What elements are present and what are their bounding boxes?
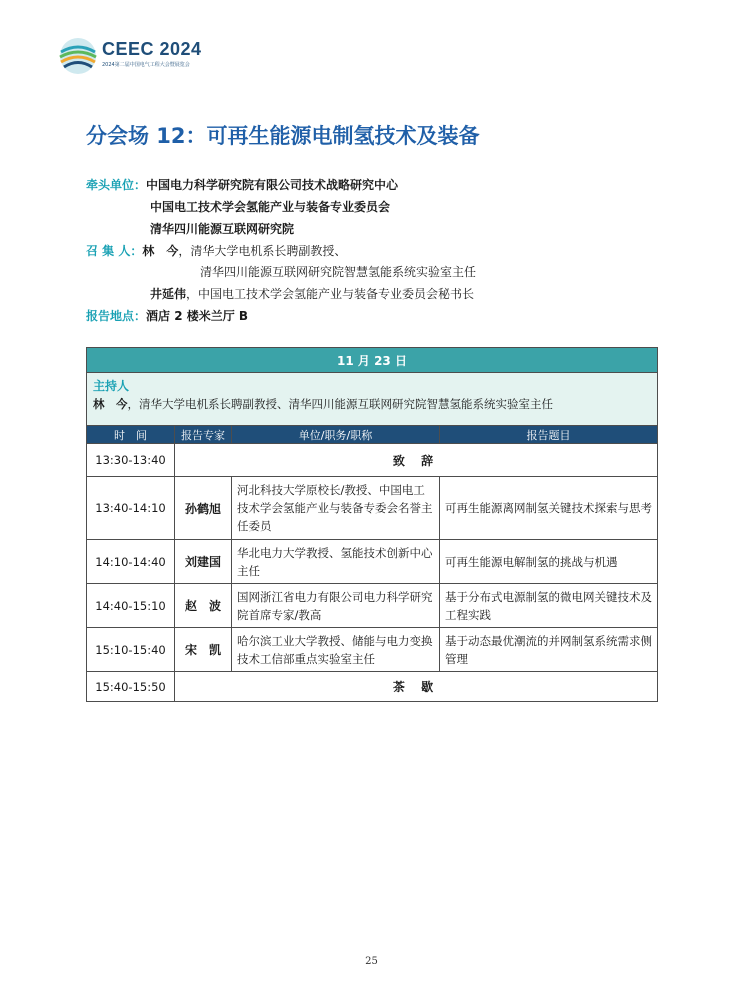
row-time: 15:10-15:40 (87, 628, 175, 672)
convener-1-desc-2: 清华四川能源互联网研究院智慧氢能系统实验室主任 (200, 265, 477, 279)
page-number: 25 (365, 956, 378, 967)
host-desc: ，清华大学电机系长聘副教授、清华四川能源互联网研究院智慧氢能系统实验室主任 (127, 397, 553, 411)
row-topic: 基于分布式电源制氢的微电网关键技术及工程实践 (440, 584, 658, 628)
venue-label: 报告地点： (86, 309, 147, 323)
host-row (87, 373, 658, 426)
organizer-1: 中国电力科学研究院有限公司技术战略研究中心 (146, 178, 399, 192)
convener-label: 召 集 人： (86, 244, 143, 258)
opening-remarks: 致 辞 (175, 444, 658, 477)
row-speaker: 赵 波 (175, 584, 232, 628)
convener-line-3 (150, 286, 474, 302)
table-row (87, 540, 658, 584)
convener-line-2 (200, 264, 476, 280)
schedule-table (86, 347, 658, 702)
organizer-line-2 (150, 199, 390, 215)
host-cell (87, 373, 658, 426)
table-row (87, 477, 658, 540)
session-title: 分会场 12：可再生能源电制氢技术及装备 (86, 124, 480, 148)
row-topic: 可再生能源离网制氢关键技术探索与思考 (440, 477, 658, 540)
organizer-line-1 (86, 177, 398, 193)
ceec-logo (58, 36, 228, 76)
row-time: 14:40-15:10 (87, 584, 175, 628)
host-label: 主持人 (93, 379, 130, 393)
table-row (87, 444, 658, 477)
row-time: 15:40-15:50 (87, 672, 175, 702)
table-row (87, 672, 658, 702)
organizer-2: 中国电工技术学会氢能产业与装备专业委员会 (150, 200, 391, 214)
row-topic: 基于动态最优潮流的并网制氢系统需求侧管理 (440, 628, 658, 672)
convener-line-1 (86, 243, 346, 259)
organizer-line-3 (150, 221, 294, 237)
table-row (87, 628, 658, 672)
table-row (87, 584, 658, 628)
logo-subtitle: 2024第二届中国电气工程大会暨展览会 (102, 62, 190, 68)
tea-break: 茶 歇 (175, 672, 658, 702)
convener-2-name: 井延伟 (150, 287, 187, 301)
row-topic: 可再生能源电解制氢的挑战与机遇 (440, 540, 658, 584)
organizer-3: 清华四川能源互联网研究院 (150, 222, 295, 236)
venue-line (86, 308, 248, 324)
header-speaker: 报告专家 (175, 426, 232, 444)
row-time: 13:40-14:10 (87, 477, 175, 540)
organizer-label: 牵头单位： (86, 178, 147, 192)
header-time: 时 间 (87, 426, 175, 444)
host-text (93, 395, 651, 413)
header-topic: 报告题目 (440, 426, 658, 444)
logo-title: CEEC 2024 (102, 39, 202, 59)
header-affiliation: 单位/职务/职称 (232, 426, 440, 444)
row-affiliation: 国网浙江省电力有限公司电力科学研究院首席专家/教高 (232, 584, 440, 628)
date-cell: 11 月 23 日 (87, 348, 658, 373)
row-speaker: 宋 凯 (175, 628, 232, 672)
convener-1-name: 林 今 (142, 244, 179, 258)
ceec-globe-icon (58, 36, 98, 76)
convener-1-desc: ，清华大学电机系长聘副教授、 (178, 244, 347, 258)
host-name: 林 今 (93, 397, 128, 411)
row-time: 13:30-13:40 (87, 444, 175, 477)
row-affiliation: 河北科技大学原校长/教授、中国电工技术学会氢能产业与装备专委会名誉主任委员 (232, 477, 440, 540)
row-time: 14:10-14:40 (87, 540, 175, 584)
row-affiliation: 华北电力大学教授、氢能技术创新中心主任 (232, 540, 440, 584)
table-header-row (87, 426, 658, 444)
row-speaker: 刘建国 (175, 540, 232, 584)
convener-2-desc: ，中国电工技术学会氢能产业与装备专业委员会秘书长 (186, 287, 475, 301)
row-speaker: 孙鹤旭 (175, 477, 232, 540)
row-affiliation: 哈尔滨工业大学教授、储能与电力变换技术工信部重点实验室主任 (232, 628, 440, 672)
venue-value: 酒店 2 楼米兰厅 B (146, 309, 249, 323)
date-row (87, 348, 658, 373)
